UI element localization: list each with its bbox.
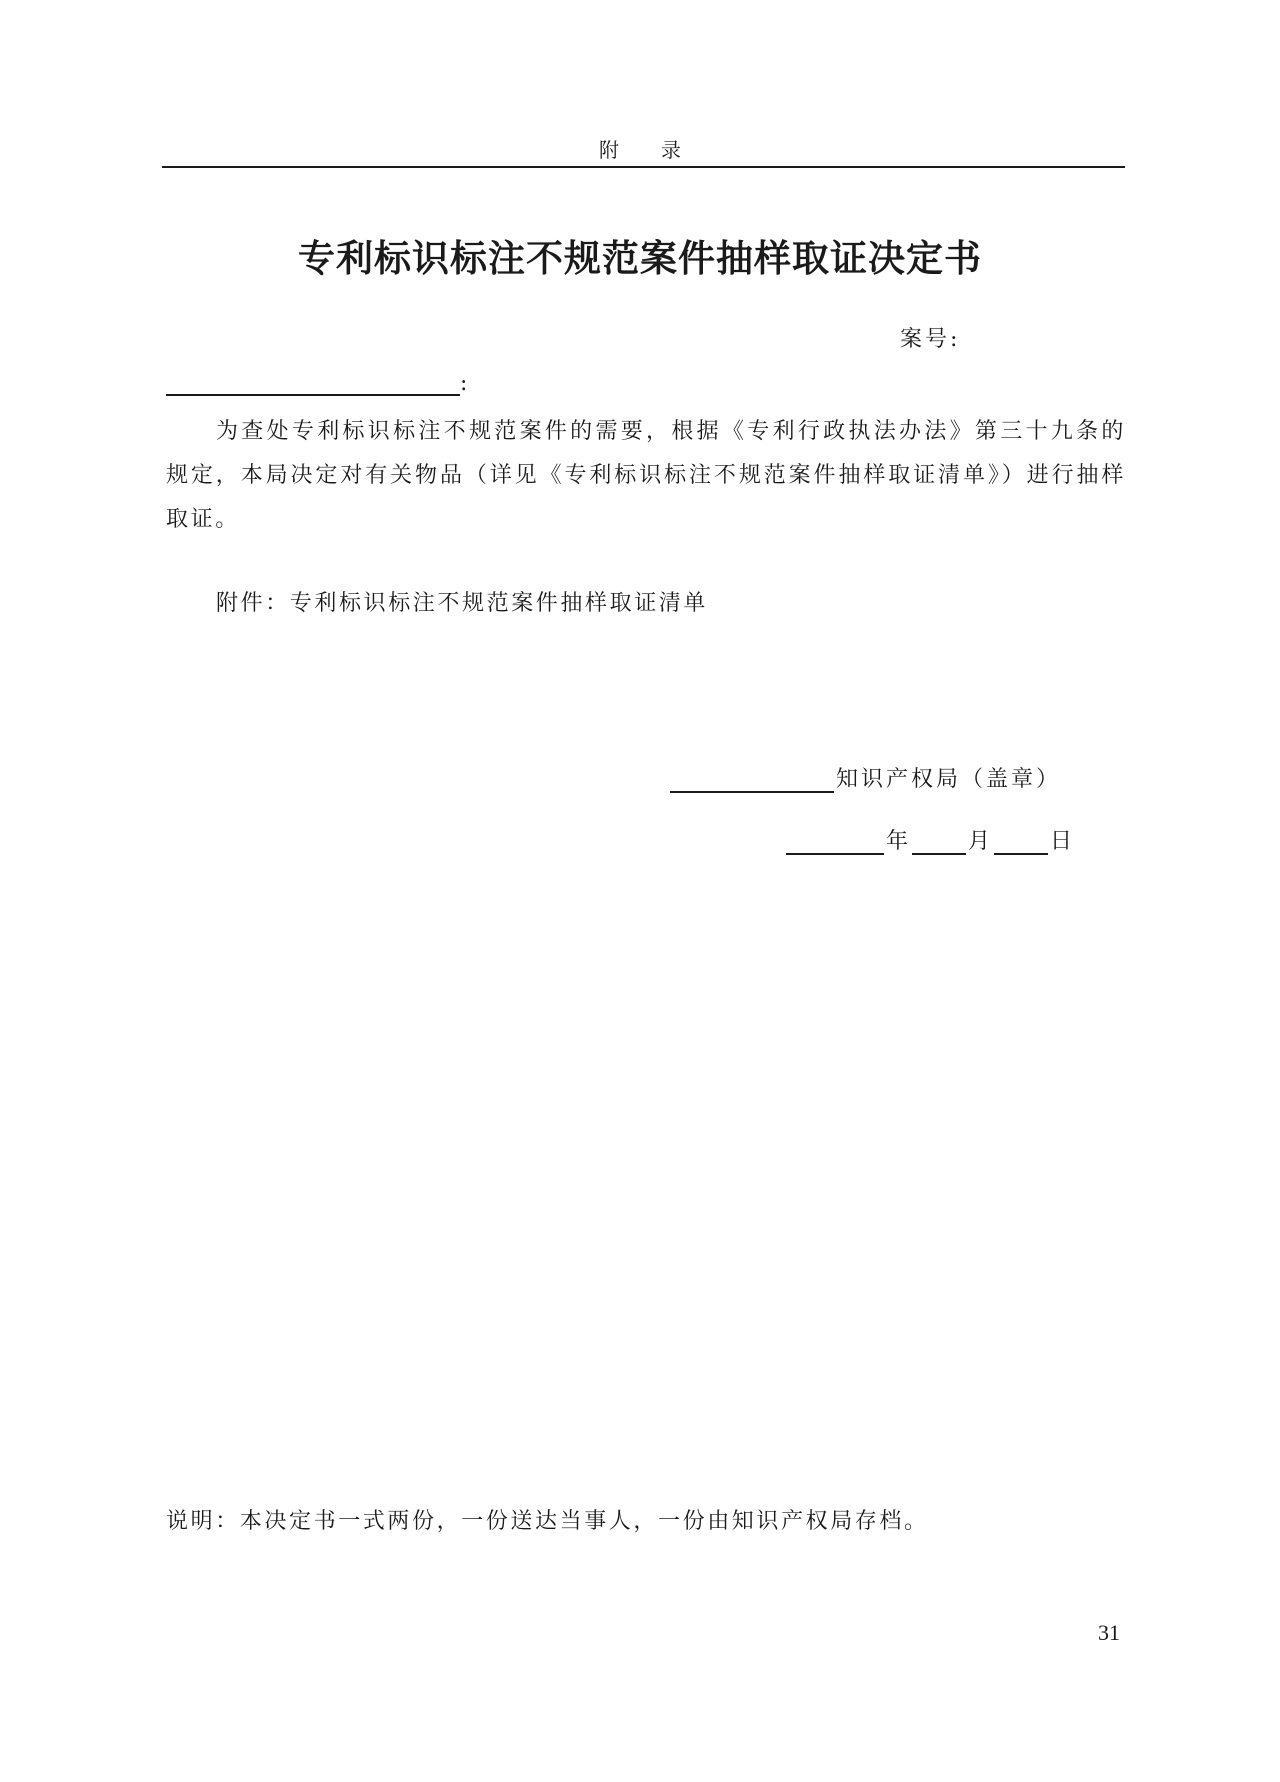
date-line <box>786 824 1074 855</box>
addressee-colon: : <box>460 371 468 396</box>
year-blank <box>786 829 884 855</box>
day-label: 日 <box>1050 829 1073 854</box>
month-blank <box>912 829 966 855</box>
page-number: 31 <box>1098 1620 1120 1645</box>
issuer-blank <box>670 767 834 793</box>
addressee-line <box>166 370 467 396</box>
addressee-blank <box>166 370 460 396</box>
running-header: 附录 <box>599 138 723 162</box>
attachment-line: 附件：专利标识标注不规范案件抽样取证清单 <box>216 591 709 616</box>
case-number-label: 案号: <box>900 327 961 352</box>
year-label: 年 <box>886 829 909 854</box>
body-paragraph: 为查处专利标识标注不规范案件的需要，根据《专利行政执法办法》第三十九条的规定，本局决定对有关物品（详见《专利标识标注不规范案件抽样取证清单》）进行抽样取证。 <box>166 419 1126 532</box>
month-label: 月 <box>968 829 991 854</box>
document-title: 专利标识标注不规范案件抽样取证决定书 <box>298 236 982 280</box>
day-blank <box>994 829 1048 855</box>
header-rule <box>162 166 1125 168</box>
issuer-label: 知识产权局（盖章） <box>836 767 1062 792</box>
explanatory-note: 说明：本决定书一式两份，一份送达当事人，一份由知识产权局存档。 <box>166 1509 929 1534</box>
issuer-line <box>670 762 1061 793</box>
